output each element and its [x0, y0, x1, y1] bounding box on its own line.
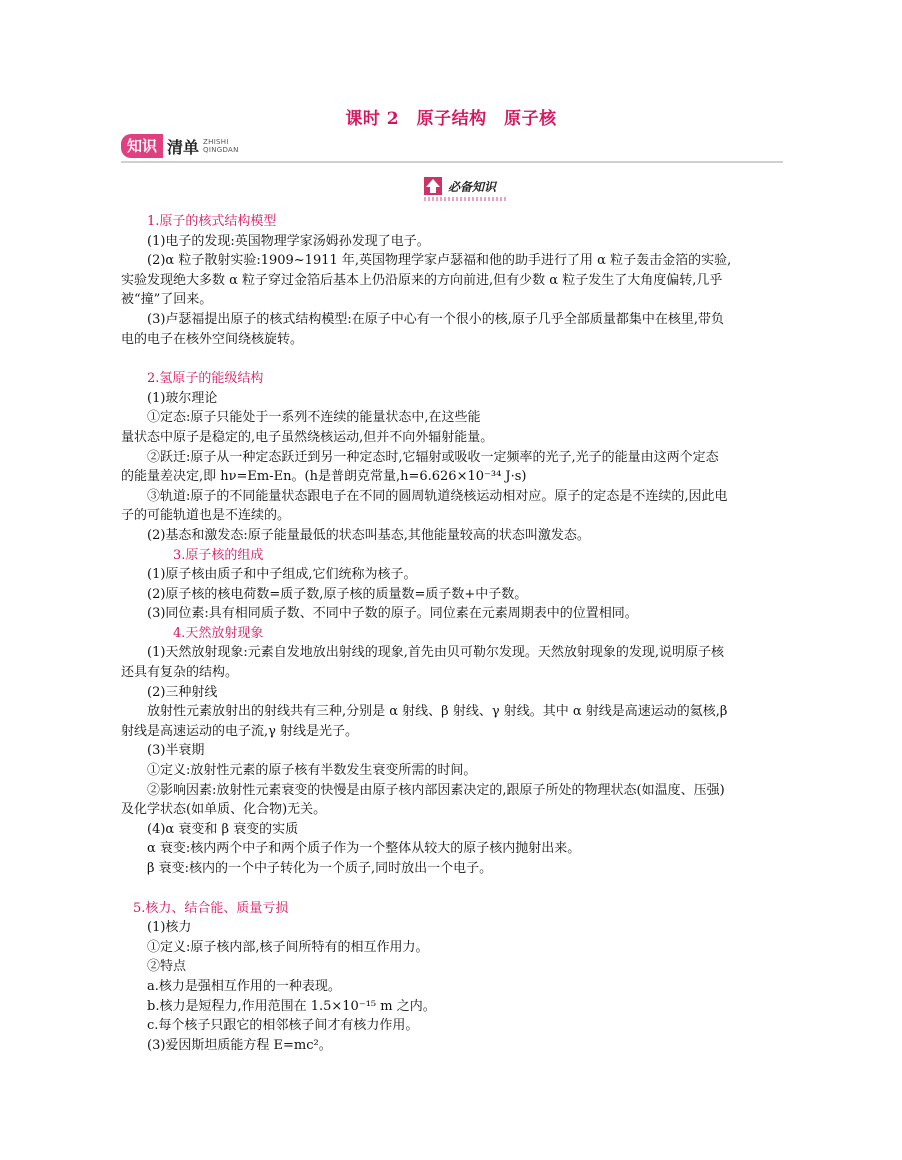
- text-line: 的能量差决定,即 hν=Em-En。(h是普朗克常量,h=6.626×10⁻³⁴ J·s): [121, 469, 527, 485]
- text-line: (1)玻尔理论: [147, 390, 218, 406]
- badge-qingdan: 清单: [167, 137, 200, 157]
- text-line: (3)同位素:具有相同质子数、不同中子数的原子。同位素在元素周期表中的位置相同。: [147, 606, 638, 622]
- subhead-text: 必备知识: [448, 179, 497, 194]
- text-line: ①定态:原子只能处于一系列不连续的能量状态中,在这些能: [147, 410, 481, 426]
- text-line: (1)原子核由质子和中子组成,它们统称为核子。: [147, 567, 417, 583]
- content-body: [121, 212, 783, 1055]
- text-line: 实验发现绝大多数 α 粒子穿过金箔后基本上仍沿原来的方向前进,但有少数 α 粒子发生了大角度偏转,几乎: [121, 272, 723, 288]
- text-line: c.每个核子只跟它的相邻核子间才有核力作用。: [147, 1018, 419, 1034]
- badge-pinyin: [203, 138, 239, 154]
- text-line: 被“撞”了回来。: [121, 292, 213, 308]
- text-line: 子的可能轨道也是不连续的。: [121, 508, 291, 524]
- text-line: (2)α 粒子散射实验:1909~1911 年,英国物理学家卢瑟福和他的助手进行了用 α 粒子轰击金箔的实验,: [147, 253, 732, 269]
- text-line: ①定义:放射性元素的原子核有半数发生衰变所需的时间。: [147, 763, 477, 779]
- section-heading: 2.氢原子的能级结构: [147, 371, 264, 387]
- text-line: 射线是高速运动的电子流,γ 射线是光子。: [121, 723, 359, 739]
- text-line: (1)天然放射现象:元素自发地放出射线的现象,首先由贝可勒尔发现。天然放射现象的发现,说明原子核: [147, 645, 725, 661]
- text-line: ①定义:原子核内部,核子间所特有的相互作用力。: [147, 939, 429, 955]
- text-line: a.核力是强相互作用的一种表现。: [147, 978, 341, 994]
- text-line: (4)α 衰变和 β 衰变的实质: [147, 821, 299, 837]
- text-line: 电的电子在核外空间绕核旋转。: [121, 331, 304, 347]
- section-heading: 5.核力、结合能、质量亏损: [133, 900, 289, 916]
- text-line: (1)电子的发现:英国物理学家汤姆孙发现了电子。: [147, 233, 430, 249]
- badge-pinyin-line2: QINGDAN: [203, 146, 239, 154]
- text-line: (3)卢瑟福提出原子的核式结构模型:在原子中心有一个很小的核,原子几乎全部质量都集中在核里,带负: [147, 311, 725, 327]
- text-line: ③轨道:原子的不同能量状态跟电子在不同的圆周轨道绕核运动相对应。原子的定态是不连续的,因此电: [147, 488, 728, 504]
- dotted-underline: [424, 197, 506, 201]
- text-line: ②跃迁:原子从一种定态跃迁到另一种定态时,它辐射或吸收一定频率的光子,光子的能量由这两个定态: [147, 449, 719, 465]
- badge-pinyin-line1: ZHISHI: [203, 138, 229, 146]
- up-arrow-icon: [424, 177, 442, 195]
- text-line: ②特点: [147, 959, 187, 975]
- page-title: 课时 2 原子结构 原子核: [345, 109, 557, 129]
- text-line: (2)基态和激发态:原子能量最低的状态叫基态,其他能量较高的状态叫激发态。: [147, 527, 590, 543]
- text-line: 量状态中原子是稳定的,电子虽然绕核运动,但并不向外辐射能量。: [121, 429, 494, 445]
- section-heading: 4.天然放射现象: [173, 625, 264, 641]
- text-line: (1)核力: [147, 920, 192, 936]
- text-line: (2)原子核的核电荷数=质子数,原子核的质量数=质子数+中子数。: [147, 586, 528, 602]
- subhead: [424, 177, 496, 195]
- section-heading: 1.原子的核式结构模型: [147, 214, 277, 229]
- text-line: 及化学状态(如单质、化合物)无关。: [121, 802, 327, 818]
- text-line: (3)爱因斯坦质能方程 E=mc²。: [147, 1037, 332, 1053]
- text-line: b.核力是短程力,作用范围在 1.5×10⁻¹⁵ m 之内。: [147, 998, 436, 1014]
- text-line: α 衰变:核内两个中子和两个质子作为一个整体从较大的原子核内抛射出来。: [147, 841, 581, 857]
- text-line: 还具有复杂的结构。: [121, 665, 239, 681]
- badge-zhishi: 知识: [121, 134, 163, 158]
- text-line: ②影响因素:放射性元素衰变的快慢是由原子核内部因素决定的,跟原子所处的物理状态(如温度、压强): [147, 782, 725, 798]
- text-line: (3)半衰期: [147, 743, 205, 759]
- text-line: 放射性元素放射出的射线共有三种,分别是 α 射线、β 射线、γ 射线。其中 α 射线是高速运动的氦核,β: [147, 704, 728, 720]
- banner-divider: [121, 161, 783, 163]
- text-line: (2)三种射线: [147, 684, 218, 700]
- section-heading: 3.原子核的组成: [173, 547, 264, 563]
- banner-badge: [121, 133, 239, 159]
- text-line: β 衰变:核内的一个中子转化为一个质子,同时放出一个电子。: [147, 861, 493, 876]
- section-banner: [121, 133, 783, 163]
